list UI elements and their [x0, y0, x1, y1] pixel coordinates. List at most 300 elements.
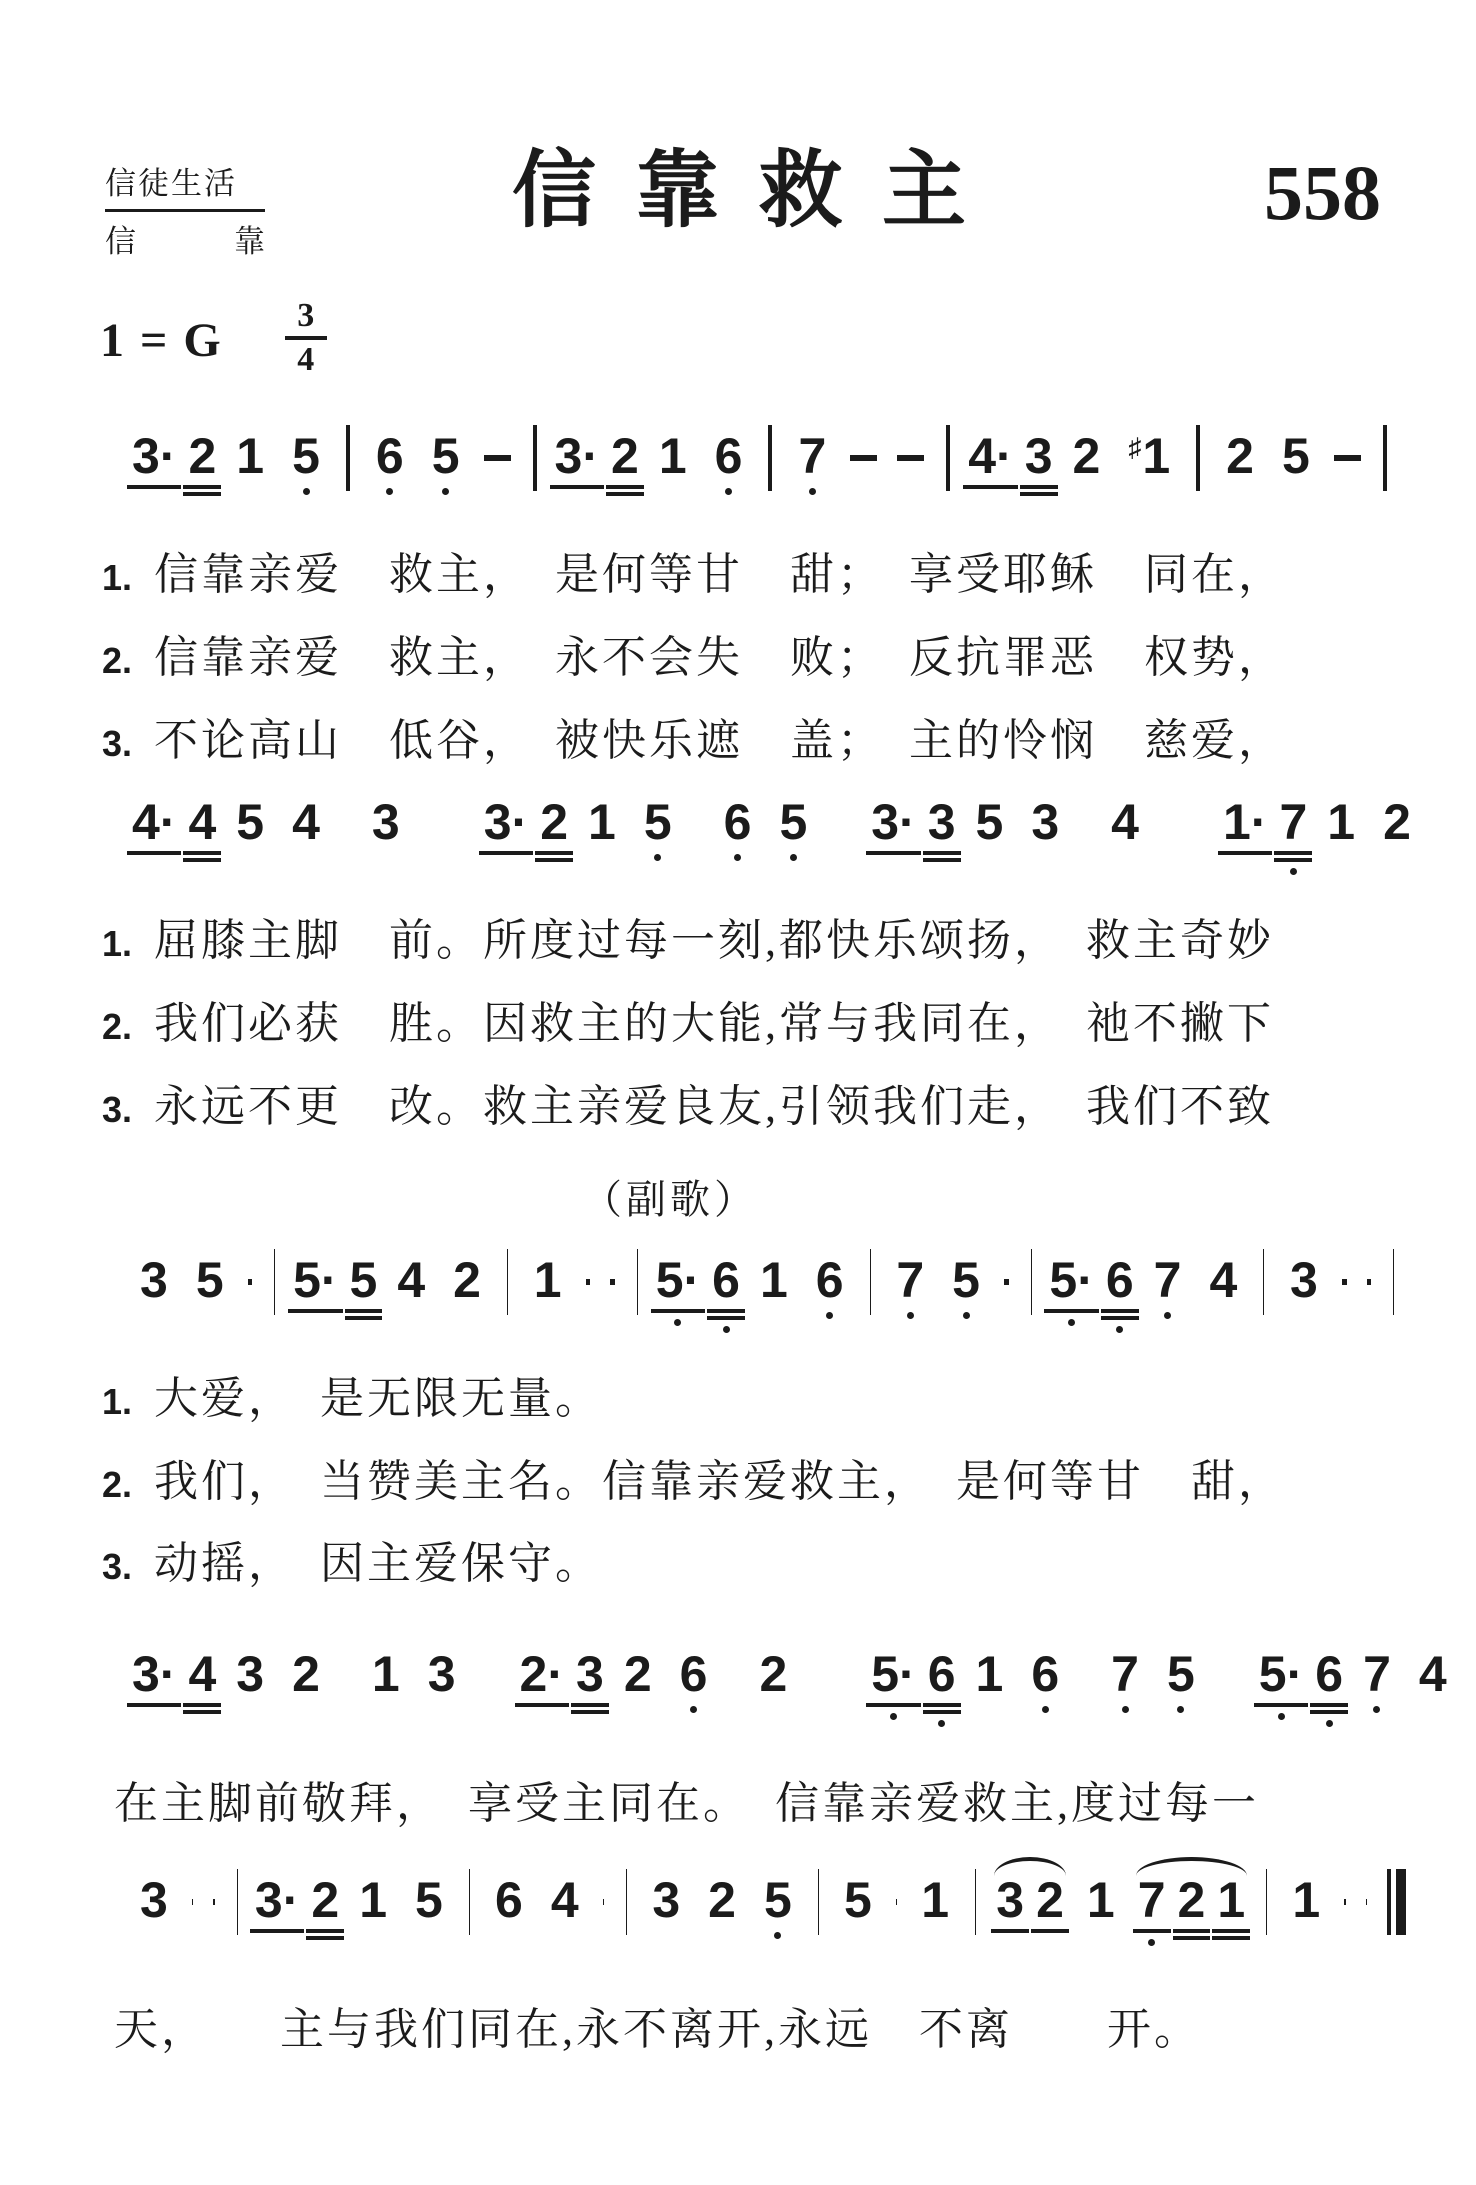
octave-dot	[442, 488, 449, 495]
note	[839, 1872, 877, 1929]
note-digit: 5	[779, 794, 808, 851]
barline	[1196, 425, 1200, 491]
note	[288, 1251, 342, 1313]
octave-dot	[1068, 1319, 1075, 1326]
octave-dot	[826, 1312, 833, 1319]
verse-number: 3.	[102, 1088, 133, 1130]
barline	[274, 1249, 275, 1315]
note	[250, 1872, 304, 1933]
note-digit: 2	[1383, 794, 1411, 851]
underline-beam	[1044, 1309, 1098, 1313]
notation-line-5	[126, 1872, 1406, 1967]
underline-beam	[479, 851, 533, 855]
note	[891, 1251, 929, 1319]
note-digit: 3	[371, 794, 400, 851]
note-digit: 7	[1363, 1646, 1391, 1703]
note	[231, 794, 269, 851]
note-digit: 4	[188, 1646, 217, 1703]
note	[1204, 1251, 1242, 1308]
note-digit: 2	[623, 1646, 652, 1703]
note	[1414, 1646, 1452, 1703]
note-digit: 2·	[519, 1646, 564, 1703]
note	[583, 794, 621, 851]
underline-beam	[1101, 1316, 1139, 1320]
note-digit: 1	[1086, 1872, 1115, 1929]
note-digit: 5	[236, 794, 265, 851]
note-digit: 3	[427, 1646, 456, 1703]
octave-dot	[690, 1706, 697, 1713]
note	[1149, 1251, 1187, 1319]
category-label	[105, 158, 265, 261]
barline	[946, 425, 950, 491]
verse-text: 我们， 当赞美主名。信靠亲爱救主， 是何等甘 甜，	[154, 1456, 1285, 1506]
underline-beam	[963, 485, 1017, 489]
category-bottom-right: 靠	[234, 224, 265, 259]
verse-line	[102, 1538, 1476, 1591]
note	[546, 1872, 584, 1929]
notation-line-3	[126, 1251, 1406, 1347]
octave-dot	[963, 1312, 970, 1319]
underline-beam	[183, 485, 221, 489]
note-digit: 5·	[871, 1646, 916, 1703]
barline	[1031, 1249, 1032, 1315]
note-digit: 4	[397, 1251, 426, 1308]
underline-beam	[1020, 485, 1058, 489]
note-digit: 3	[140, 1872, 168, 1929]
note	[1358, 1646, 1396, 1713]
underline-beam	[571, 1703, 609, 1707]
note	[1082, 1872, 1120, 1929]
note-digit: 1	[975, 1646, 1004, 1703]
note-digit: 6	[815, 1251, 844, 1308]
note-digit: 3·	[483, 794, 529, 851]
extension-dash	[1342, 1279, 1347, 1285]
note-digit: 5	[195, 1251, 224, 1308]
note	[1106, 1646, 1144, 1713]
note-digit: 2	[453, 1251, 481, 1308]
note-digit: 5·	[1258, 1646, 1304, 1703]
note	[550, 428, 604, 489]
note-digit: 5	[1166, 1646, 1195, 1703]
extension-dash	[484, 455, 511, 461]
note-digit: 1	[533, 1251, 562, 1308]
note-digit: 6	[1315, 1646, 1344, 1703]
note	[529, 1251, 567, 1308]
note	[367, 794, 405, 851]
category-bottom-left: 信	[105, 224, 136, 259]
underline-beam	[345, 1309, 383, 1313]
note-digit: 1	[1327, 794, 1356, 851]
note	[719, 794, 757, 861]
underline-beam	[288, 1309, 342, 1313]
octave-dot	[734, 854, 741, 861]
slur-arc	[1136, 1857, 1247, 1876]
note	[947, 1251, 985, 1319]
barline	[870, 1249, 871, 1315]
verse-number: 2.	[102, 1463, 133, 1505]
underline-beam	[183, 851, 221, 855]
note	[1026, 794, 1064, 851]
note	[866, 1646, 920, 1720]
slur-group	[1132, 1872, 1251, 1946]
note	[367, 1646, 405, 1703]
note	[306, 1872, 344, 1940]
note	[287, 794, 325, 851]
octave-dot	[1278, 1713, 1285, 1720]
note-digit: 2	[708, 1872, 736, 1929]
note	[1277, 428, 1315, 484]
underline-beam	[127, 1703, 181, 1707]
underline-beam	[1031, 1929, 1069, 1933]
chorus-label: （副歌）	[582, 1176, 758, 1222]
octave-dot	[907, 1312, 914, 1319]
verse-text: 不论高山 低谷， 被快乐遮 盖； 主的怜悯 慈爱，	[154, 715, 1285, 765]
note-digit: 5	[1281, 428, 1310, 484]
octave-dot	[938, 1720, 945, 1727]
extension-dash	[897, 455, 924, 461]
note	[1162, 1646, 1200, 1713]
time-signature	[285, 299, 327, 377]
note-digit: 5·	[1049, 1251, 1094, 1308]
note	[490, 1872, 528, 1929]
note	[619, 1646, 657, 1703]
underline-beam	[515, 1703, 569, 1707]
note-digit: 2	[1072, 428, 1101, 484]
octave-dot	[654, 854, 661, 861]
underline-beam	[866, 851, 920, 855]
note	[535, 794, 573, 862]
note	[231, 428, 269, 484]
underline-beam	[345, 1316, 383, 1320]
note-digit: 2	[611, 428, 639, 484]
octave-dot	[303, 488, 310, 495]
octave-dot	[1164, 1312, 1171, 1319]
note	[774, 794, 812, 861]
meter-numerator: 3	[285, 299, 327, 340]
note-digit: 3·	[554, 428, 599, 484]
verse-line	[102, 998, 1476, 1051]
octave-dot	[1042, 1706, 1049, 1713]
underline-beam	[306, 1936, 344, 1940]
octave-dot	[674, 1319, 681, 1326]
note	[427, 428, 465, 495]
extension-dash	[213, 1899, 214, 1905]
note	[1287, 1872, 1325, 1929]
note	[354, 1872, 392, 1929]
note-digit: 5·	[293, 1251, 338, 1308]
octave-dot	[1177, 1706, 1184, 1713]
verse-text: 信靠亲爱 救主， 是何等甘 甜； 享受耶稣 同在，	[154, 550, 1285, 599]
octave-dot	[1326, 1720, 1333, 1727]
note	[191, 1251, 229, 1308]
note	[183, 1646, 221, 1714]
verse-text: 永远不更 改。救主亲爱良友,引领我们走， 我们不致	[154, 1081, 1274, 1131]
note	[371, 428, 409, 495]
chorus-block	[0, 1373, 1476, 1591]
underline-beam	[923, 1703, 961, 1707]
octave-dot	[790, 854, 797, 861]
note-digit: 2	[1226, 428, 1254, 484]
note-digit: 1	[588, 794, 616, 851]
underline-beam	[127, 851, 181, 855]
note	[811, 1251, 849, 1319]
note-digit: 5	[843, 1872, 872, 1929]
underline-beam	[571, 1710, 609, 1714]
barline	[533, 425, 537, 491]
extension-dash	[192, 1899, 193, 1905]
note-digit: 6	[375, 428, 404, 484]
barline	[637, 1249, 638, 1315]
note-digit: 3	[576, 1646, 604, 1703]
note-digit: 4·	[132, 794, 177, 851]
note	[1221, 428, 1259, 484]
tonic-label: 1 = G	[100, 314, 223, 367]
extension-dash	[1344, 1899, 1345, 1905]
note-digit: 2	[311, 1872, 340, 1929]
note-digit: 3·	[132, 1646, 177, 1703]
barline	[1393, 1249, 1394, 1315]
underline-beam	[1133, 1929, 1171, 1933]
note	[183, 428, 221, 496]
note-digit: 7	[1279, 794, 1308, 851]
note	[923, 794, 961, 862]
underline-beam	[1212, 1936, 1250, 1940]
note	[1068, 428, 1106, 484]
note-digit: 1	[236, 428, 265, 484]
verse-text: 屈膝主脚 前。所度过每一刻,都快乐颂扬， 救主奇妙	[154, 916, 1274, 966]
note-digit: 5	[292, 428, 320, 484]
note	[963, 428, 1017, 489]
underline-beam	[1310, 1710, 1348, 1714]
note	[755, 1251, 793, 1308]
note	[1218, 794, 1272, 855]
bridge-lyric-line: 在主脚前敬拜， 享受主同在。 信靠亲爱救主,度过每一	[114, 1779, 1259, 1829]
octave-dot	[1122, 1706, 1129, 1713]
key-signature	[100, 297, 1476, 401]
barline-thick	[1396, 1869, 1406, 1935]
note-digit: 5	[975, 794, 1004, 851]
extension-dash	[1334, 455, 1361, 461]
octave-dot	[725, 488, 732, 495]
octave-dot	[1373, 1706, 1380, 1713]
note-digit: 2	[540, 794, 568, 851]
note-digit: 2	[188, 428, 217, 484]
underline-beam	[127, 485, 181, 489]
note	[479, 794, 533, 855]
note-digit: 4	[292, 794, 320, 851]
note-digit: 1	[759, 1251, 788, 1308]
note-digit: 2	[759, 1646, 788, 1703]
note	[135, 1872, 173, 1929]
underline-beam	[606, 492, 644, 496]
underline-beam	[1274, 851, 1312, 855]
extension-dash	[1004, 1279, 1009, 1285]
note	[423, 1646, 461, 1703]
notation-line-1	[126, 428, 1406, 523]
note	[515, 1646, 569, 1707]
verse-number: 3.	[102, 1546, 133, 1588]
note-digit: 4·	[968, 428, 1013, 484]
underline-beam	[707, 1316, 745, 1320]
verse-text: 我们必获 胜。因救主的大能,常与我同在， 祂不撇下	[154, 999, 1274, 1049]
note	[1123, 428, 1175, 484]
note	[135, 1251, 173, 1308]
note	[866, 794, 920, 855]
note	[127, 794, 181, 855]
underline-beam	[991, 1929, 1029, 1933]
note-digit: 4	[188, 794, 217, 851]
extension-dash	[850, 455, 877, 461]
note	[1101, 1251, 1139, 1333]
note	[1026, 1646, 1064, 1713]
note-digit: 6	[1031, 1646, 1060, 1703]
note-digit: 7	[1111, 1646, 1139, 1703]
category-bottom-label	[105, 216, 265, 261]
category-top-label: 信徒生活	[105, 158, 265, 212]
note	[916, 1872, 954, 1929]
verse-number: 3.	[102, 722, 133, 764]
barline	[1263, 1249, 1264, 1315]
underline-beam	[651, 1309, 705, 1313]
note	[1133, 1872, 1171, 1946]
note	[923, 1646, 961, 1727]
underline-beam	[1310, 1703, 1348, 1707]
underline-beam	[1101, 1309, 1139, 1313]
note	[410, 1872, 448, 1929]
note	[651, 1251, 705, 1326]
note	[127, 428, 181, 489]
underline-beam	[535, 858, 573, 862]
note	[1322, 794, 1360, 851]
notation-line-2	[126, 794, 1411, 889]
underline-beam	[306, 1929, 344, 1933]
note	[183, 794, 221, 862]
verse-number: 2.	[102, 1006, 133, 1048]
note-digit: 7	[798, 428, 827, 484]
note-digit: 6	[495, 1872, 523, 1929]
note	[231, 1646, 269, 1703]
note-digit: 5	[763, 1872, 792, 1929]
note-digit: 6	[1105, 1251, 1134, 1308]
note-digit: 2	[292, 1646, 320, 1703]
note-digit: 1	[658, 428, 687, 484]
note-digit: 5·	[655, 1251, 701, 1308]
note-digit: 6	[723, 794, 752, 851]
verse-line	[102, 1081, 1476, 1134]
underline-beam	[1254, 1703, 1308, 1707]
note	[991, 1872, 1029, 1933]
verse-line	[102, 1456, 1476, 1509]
extension-dash	[610, 1279, 615, 1285]
note-digit: 3·	[871, 794, 916, 851]
note-digit: 5	[349, 1251, 378, 1308]
note	[127, 1646, 181, 1707]
note-digit: 7	[896, 1251, 925, 1308]
note-digit: 2	[1177, 1872, 1206, 1929]
note-digit: 2	[1036, 1872, 1064, 1929]
octave-dot	[1148, 1939, 1155, 1946]
note-digit: 3·	[254, 1872, 300, 1929]
extension-dash	[603, 1899, 604, 1905]
note-digit: 5	[431, 428, 460, 484]
note-digit: 3	[927, 794, 956, 851]
verse-line	[102, 632, 1476, 685]
verse-block-1	[0, 549, 1476, 767]
octave-dot	[1116, 1326, 1123, 1333]
verse-number: 1.	[102, 923, 133, 965]
note-digit: 6	[714, 428, 743, 484]
underline-beam	[1218, 851, 1272, 855]
underline-beam	[183, 1710, 221, 1714]
verse-text: 大爱， 是无限无量。	[154, 1373, 602, 1423]
note-digit: 1	[359, 1872, 387, 1929]
barline	[507, 1249, 508, 1315]
verse-number: 2.	[102, 639, 133, 681]
note-digit: 1·	[1222, 794, 1268, 851]
note-digit: 3	[1031, 794, 1060, 851]
underline-beam	[1173, 1936, 1211, 1940]
octave-dot	[1290, 868, 1297, 875]
underline-beam	[1274, 858, 1312, 862]
verse-number: 1.	[102, 1380, 133, 1422]
note	[971, 1646, 1009, 1703]
note-digit: 5	[643, 794, 672, 851]
extension-dash	[1366, 1899, 1367, 1905]
underline-beam	[550, 485, 604, 489]
note	[707, 1251, 745, 1333]
verse-block-2	[0, 915, 1476, 1133]
barline	[768, 425, 772, 491]
barline	[1383, 425, 1387, 491]
octave-dot	[723, 1326, 730, 1333]
note-digit: 7	[1137, 1872, 1166, 1929]
note-digit: 3	[1290, 1251, 1318, 1308]
final-lyric-line: 天， 主与我们同在,永不离开,永远 不离 开。	[114, 2005, 1201, 2055]
note-digit: 6	[712, 1251, 740, 1308]
underline-beam	[183, 492, 221, 496]
notation-line-4	[126, 1646, 1447, 1741]
octave-dot	[386, 488, 393, 495]
underline-beam	[183, 1703, 221, 1707]
note	[793, 428, 831, 495]
underline-beam	[923, 1710, 961, 1714]
verse-text: 动摇， 因主爱保守。	[154, 1539, 602, 1589]
note	[1254, 1646, 1308, 1720]
note	[392, 1251, 430, 1308]
extension-dash	[586, 1279, 591, 1285]
verse-number: 1.	[102, 557, 133, 598]
note-digit: 3·	[132, 428, 177, 484]
note	[710, 428, 748, 495]
note	[1044, 1251, 1098, 1326]
note-digit: 5	[415, 1872, 443, 1929]
note	[1378, 794, 1416, 851]
note-digit: 6	[927, 1646, 956, 1703]
note	[1020, 428, 1058, 496]
note-digit: 3	[140, 1251, 168, 1308]
sharp-icon: ♯	[1128, 432, 1142, 462]
note	[1031, 1872, 1069, 1933]
hymn-number: 558	[1264, 149, 1381, 236]
page-title: 信 靠 救 主	[511, 143, 974, 237]
extension-dash	[248, 1279, 253, 1285]
final-barline	[1387, 1875, 1406, 1935]
note-digit: 1	[1217, 1872, 1246, 1929]
note-digit: 4	[1111, 794, 1139, 851]
note-digit: 3	[236, 1646, 265, 1703]
underline-beam	[866, 1703, 920, 1707]
octave-dot	[890, 1713, 897, 1720]
